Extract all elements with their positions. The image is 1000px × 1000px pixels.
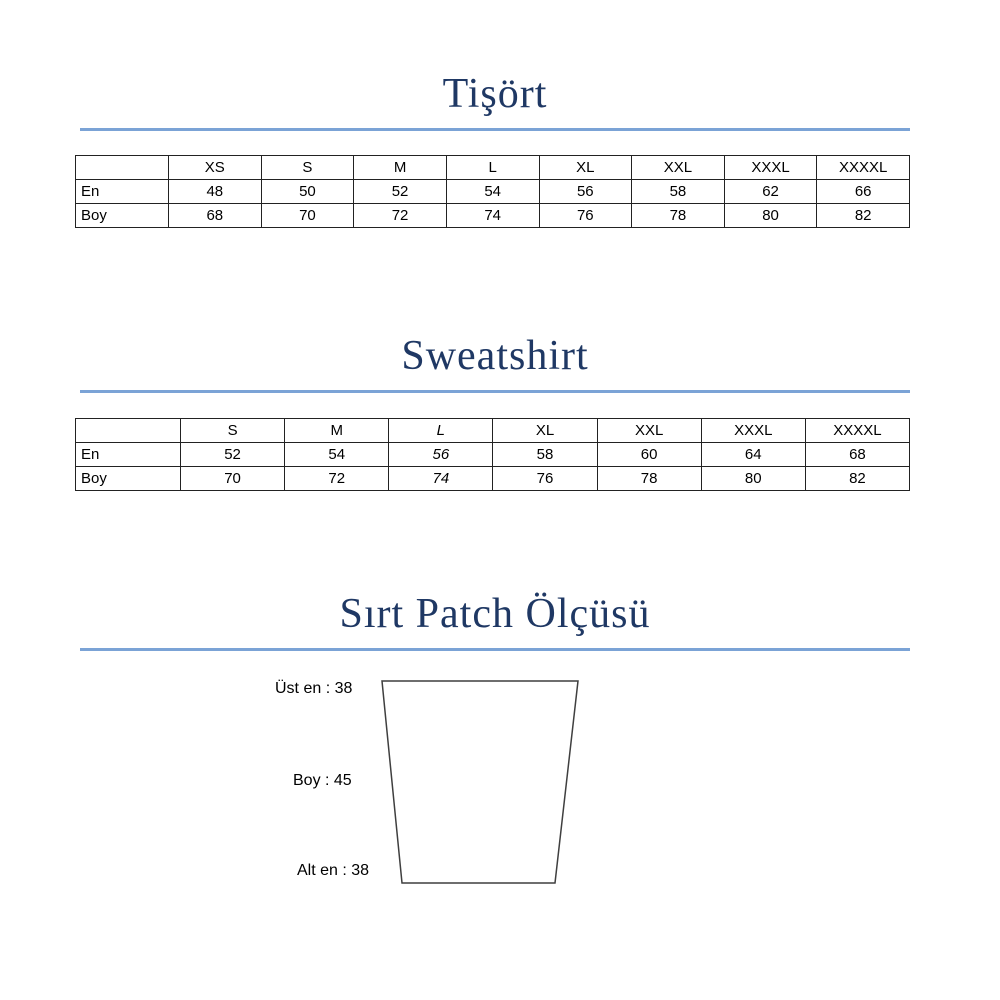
size-value-cell: 64 — [701, 443, 805, 467]
row-label-cell: Boy — [76, 467, 181, 491]
table-row — [76, 467, 910, 491]
size-value-cell: 62 — [724, 180, 817, 204]
size-value-cell: 70 — [261, 204, 354, 228]
size-value-cell: 56 — [539, 180, 632, 204]
size-value-cell: 58 — [493, 443, 597, 467]
size-column-header: S — [261, 156, 354, 180]
size-table-tisort — [75, 155, 910, 228]
table-row — [76, 204, 910, 228]
section-title: Tişört — [442, 71, 548, 117]
size-value-cell: 78 — [597, 467, 701, 491]
size-column-header: XXL — [597, 419, 701, 443]
section-title: Sırt Patch Ölçüsü — [339, 591, 651, 637]
size-column-header: M — [354, 156, 447, 180]
size-column-header: XS — [169, 156, 262, 180]
row-label-cell: En — [76, 180, 169, 204]
size-table-sweatshirt — [75, 418, 910, 491]
size-value-cell: 74 — [446, 204, 539, 228]
row-label-cell: Boy — [76, 204, 169, 228]
size-column-header: L — [446, 156, 539, 180]
size-value-cell: 50 — [261, 180, 354, 204]
size-value-cell: 80 — [701, 467, 805, 491]
size-column-header: XL — [539, 156, 632, 180]
size-column-header: XXL — [632, 156, 725, 180]
section-heading-sirt-patch — [80, 590, 910, 651]
size-value-cell: 76 — [493, 467, 597, 491]
size-value-cell: 72 — [354, 204, 447, 228]
height-label: Boy : 45 — [293, 772, 352, 789]
size-value-cell: 74 — [389, 467, 493, 491]
table-row — [76, 180, 910, 204]
section-heading-tisort — [80, 70, 910, 131]
back-patch-diagram — [230, 660, 650, 900]
size-value-cell: 68 — [169, 204, 262, 228]
table-header-row — [76, 156, 910, 180]
size-column-header: XXXXL — [817, 156, 910, 180]
size-value-cell: 54 — [285, 443, 389, 467]
size-value-cell: 52 — [354, 180, 447, 204]
size-value-cell: 48 — [169, 180, 262, 204]
size-column-header: XL — [493, 419, 597, 443]
size-column-header: M — [285, 419, 389, 443]
size-value-cell: 70 — [181, 467, 285, 491]
size-column-header: XXXL — [724, 156, 817, 180]
size-value-cell: 76 — [539, 204, 632, 228]
size-value-cell: 54 — [446, 180, 539, 204]
size-value-cell: 80 — [724, 204, 817, 228]
size-value-cell: 78 — [632, 204, 725, 228]
size-value-cell: 60 — [597, 443, 701, 467]
size-value-cell: 72 — [285, 467, 389, 491]
size-column-header: XXXXL — [805, 419, 909, 443]
size-column-header: XXXL — [701, 419, 805, 443]
size-value-cell: 82 — [805, 467, 909, 491]
size-value-cell: 82 — [817, 204, 910, 228]
size-column-header: L — [389, 419, 493, 443]
size-value-cell: 58 — [632, 180, 725, 204]
size-value-cell: 66 — [817, 180, 910, 204]
corner-cell — [76, 156, 169, 180]
corner-cell — [76, 419, 181, 443]
row-label-cell: En — [76, 443, 181, 467]
table-header-row — [76, 419, 910, 443]
size-value-cell: 68 — [805, 443, 909, 467]
section-heading-sweatshirt — [80, 332, 910, 393]
size-value-cell: 56 — [389, 443, 493, 467]
bottom-width-label: Alt en : 38 — [297, 862, 370, 879]
table-row — [76, 443, 910, 467]
top-width-label: Üst en : 38 — [275, 680, 353, 697]
size-value-cell: 52 — [181, 443, 285, 467]
section-title: Sweatshirt — [401, 333, 589, 379]
size-column-header: S — [181, 419, 285, 443]
